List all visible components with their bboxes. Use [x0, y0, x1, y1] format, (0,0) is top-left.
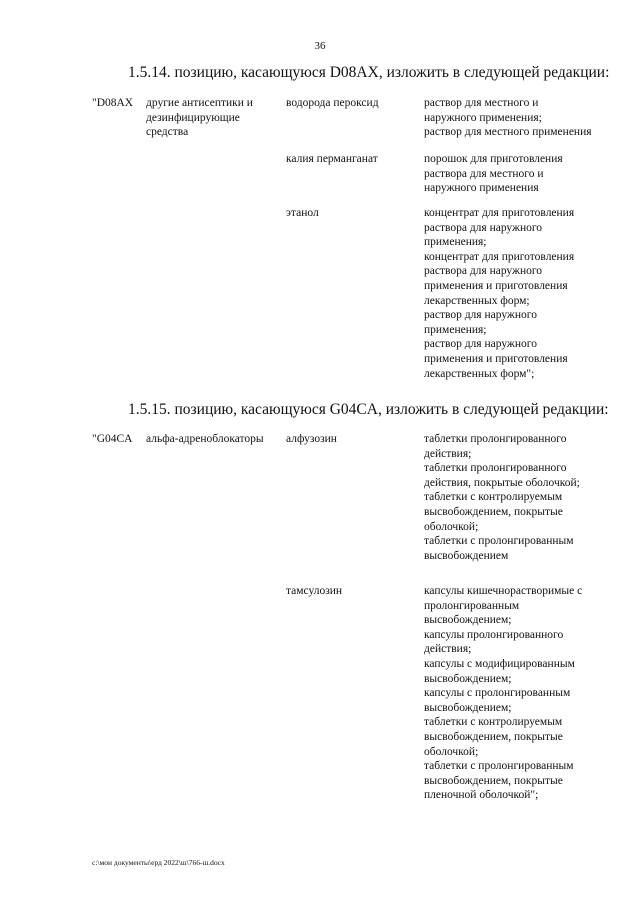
atc-code-g04ca: "G04CA: [92, 433, 133, 445]
form-line: раствор для наружного: [424, 338, 537, 351]
form-line: раствора для местного и: [424, 167, 544, 180]
form-line: пленочной оболочкой";: [424, 789, 539, 802]
group-line: средства: [146, 126, 189, 139]
form-line: высвобождением;: [424, 701, 512, 714]
form-line: применения и приготовления: [424, 279, 568, 292]
form-line: таблетки с пролонгированным: [424, 760, 574, 773]
form-line: действия;: [424, 447, 472, 460]
form-line: таблетки с контролируемым: [424, 716, 563, 729]
atc-code-d08ax: "D08AX: [92, 97, 134, 109]
form-line: высвобождением, покрытые: [424, 505, 563, 518]
substance-hydrogen-peroxide: водорода пероксид: [286, 97, 379, 109]
form-line: высвобождением: [424, 549, 509, 562]
page-number: 36: [314, 40, 326, 52]
form-line: таблетки пролонгированного: [424, 433, 567, 445]
form-line: капсулы с модифицированным: [424, 657, 575, 670]
form-line: высвобождением;: [424, 672, 512, 685]
form-line: применения;: [424, 236, 487, 249]
atc-group-g04ca: [146, 432, 276, 447]
form-line: раствора для наружного: [424, 265, 543, 278]
form-line: лекарственных форм;: [424, 294, 530, 307]
form-line: пролонгированным: [424, 599, 520, 612]
file-path-footer: c:\мои документы\ерд 2022\ш\766-ш.docx: [92, 858, 225, 867]
form-line: высвобождением, покрытые: [424, 730, 563, 743]
form-line: капсулы с пролонгированным: [424, 687, 571, 700]
forms-alfuzosin: [424, 432, 624, 563]
form-line: действия;: [424, 643, 472, 656]
form-line: порошок для приготовления: [424, 153, 563, 165]
form-line: таблетки с контролируемым: [424, 491, 563, 504]
form-line: наружного применения: [424, 182, 539, 195]
forms-hydrogen-peroxide: [424, 96, 624, 140]
form-line: раствор для наружного: [424, 309, 537, 322]
form-line: раствор для местного применения: [424, 126, 592, 139]
group-line: другие антисептики и: [146, 97, 253, 109]
forms-ethanol: [424, 206, 624, 381]
substance-tamsulosin: тамсулозин: [286, 585, 343, 597]
form-line: концентрат для приготовления: [424, 207, 575, 219]
atc-group-d08ax: [146, 96, 276, 140]
forms-potassium-permanganate: [424, 152, 624, 196]
form-line: таблетки с пролонгированным: [424, 535, 574, 548]
form-line: наружного применения;: [424, 111, 542, 124]
form-line: таблетки пролонгированного: [424, 462, 567, 475]
form-line: действия, покрытые оболочкой;: [424, 476, 580, 489]
substance-alfuzosin: алфузозин: [286, 433, 337, 445]
form-line: применения;: [424, 323, 487, 336]
form-line: высвобождением, покрытые: [424, 774, 563, 787]
group-line: альфа-адреноблокаторы: [146, 433, 264, 445]
form-line: раствора для наружного: [424, 221, 543, 234]
form-line: оболочкой;: [424, 745, 479, 758]
section-heading-d08ax: 1.5.14. позицию, касающуюся D08AX, изложить в следующей редакции:: [128, 64, 610, 81]
form-line: лекарственных форм";: [424, 367, 535, 380]
form-line: оболочкой;: [424, 520, 479, 533]
section-heading-g04ca: 1.5.15. позицию, касающуюся G04CA, изложить в следующей редакции:: [128, 401, 609, 418]
form-line: применения и приготовления: [424, 352, 568, 365]
form-line: раствор для местного и: [424, 97, 539, 109]
form-line: капсулы пролонгированного: [424, 628, 564, 641]
forms-tamsulosin: [424, 584, 624, 803]
group-line: дезинфицирующие: [146, 111, 240, 124]
form-line: капсулы кишечнорастворимые с: [424, 585, 583, 597]
substance-potassium-permanganate: калия перманганат: [286, 153, 378, 165]
form-line: высвобождением;: [424, 614, 512, 627]
form-line: концентрат для приготовления: [424, 250, 575, 263]
substance-ethanol: этанол: [286, 207, 319, 219]
